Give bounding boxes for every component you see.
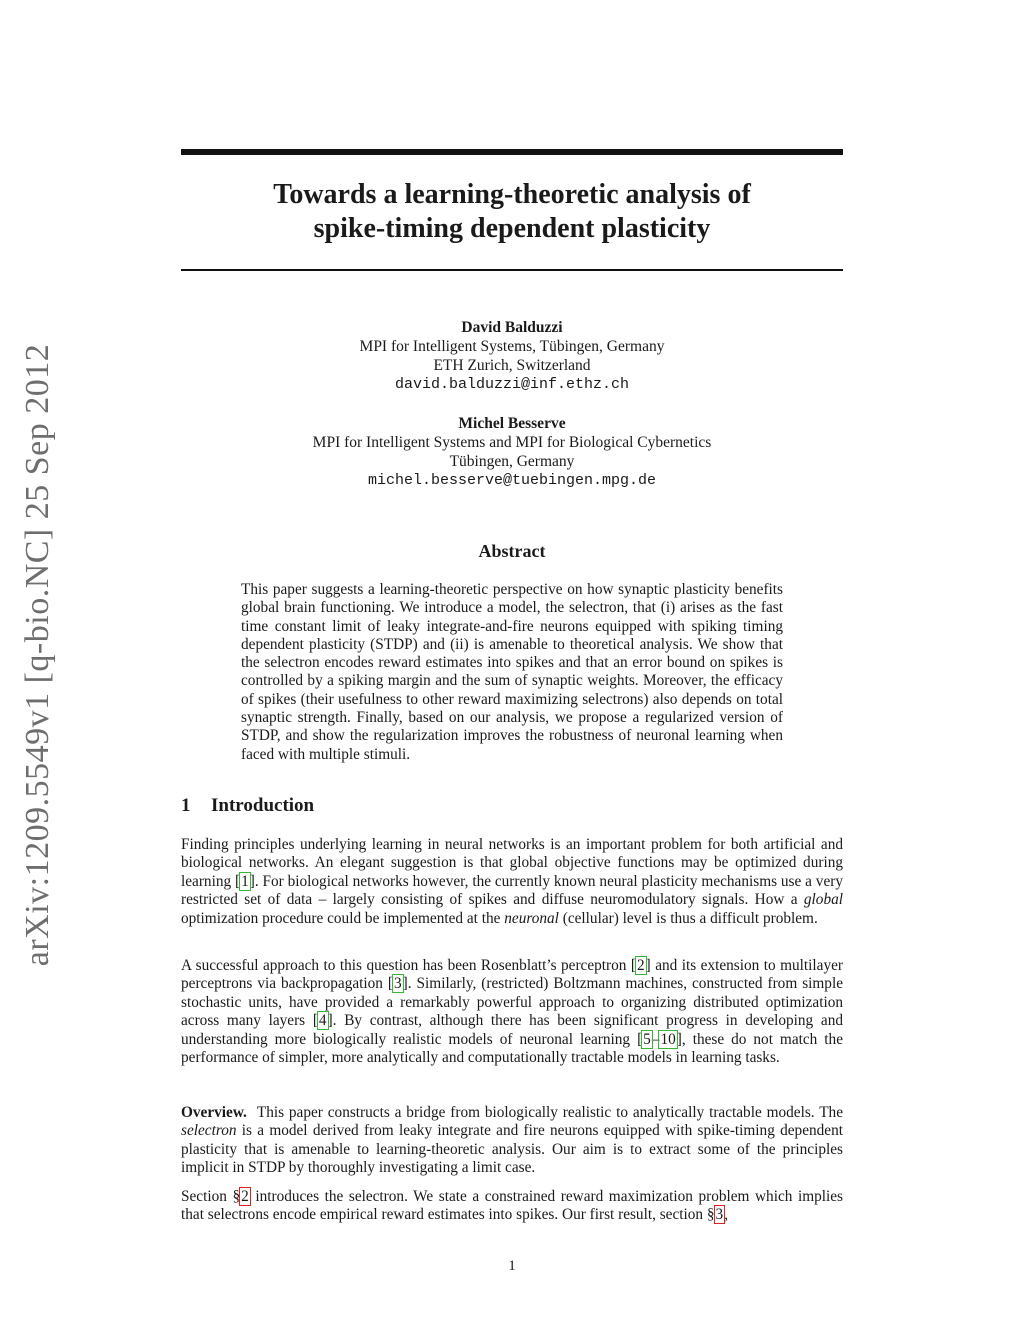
author-affiliation: MPI for Intelligent Systems, Tübingen, Germany xyxy=(359,338,665,355)
author-name: David Balduzzi xyxy=(461,319,563,336)
paper-title xyxy=(181,178,843,246)
title-line-1: Towards a learning-theoretic analysis of xyxy=(273,179,751,210)
author-list xyxy=(181,318,843,510)
section-summary-paragraph: Section §2 introduces the selectron. We state a constrained reward maximization problem which implies that selectrons encode empirical reward estimates into spikes. Our first result, section §3, xyxy=(181,1188,843,1224)
author-name: Michel Besserve xyxy=(458,415,566,432)
citation-link[interactable]: 1 xyxy=(241,872,249,890)
author-email[interactable]: david.balduzzi@inf.ethz.ch xyxy=(394,376,630,393)
citation-link[interactable]: 5 xyxy=(643,1030,651,1048)
section-number: 1 xyxy=(181,795,191,816)
citation-link[interactable]: 10 xyxy=(660,1030,676,1048)
arxiv-identifier-text: arXiv:1209.5549v1 [q-bio.NC] 25 Sep 2012 xyxy=(19,343,56,967)
section-reference-link[interactable]: 2 xyxy=(241,1188,249,1205)
citation-link[interactable]: 4 xyxy=(318,1012,327,1030)
author-affiliation: Tübingen, Germany xyxy=(449,453,575,470)
author-affiliation: MPI for Intelligent Systems and MPI for Biological Cybernetics xyxy=(312,434,712,451)
citation-link[interactable]: 3 xyxy=(394,975,402,993)
abstract-heading: Abstract xyxy=(478,541,546,561)
overview-label: Overview. xyxy=(181,1104,247,1121)
author-block-2 xyxy=(181,414,843,490)
overview-paragraph: Overview. This paper constructs a bridge from biologically realistic to analytically tractable models. The selectron is a model derived from leaky integrate and fire neurons equipped with spike-timing dependent plasticity that is amenable to learning-theoretic analysis. Our aim is to extract some of the principles implicit in STDP by thoroughly investigating a limit case. xyxy=(181,1104,843,1177)
section-reference-link[interactable]: 3 xyxy=(715,1206,724,1224)
citation-link[interactable]: 2 xyxy=(636,957,645,974)
title-bottom-rule xyxy=(181,269,843,271)
section-title: Introduction xyxy=(211,795,315,816)
title-line-2: spike-timing dependent plasticity xyxy=(313,213,711,244)
author-affiliation: ETH Zurich, Switzerland xyxy=(433,357,591,374)
page-number: 1 xyxy=(508,1258,516,1274)
section-heading-introduction xyxy=(181,795,314,817)
abstract-body: This paper suggests a learning-theoretic perspective on how synaptic plasticity benefits global brain functioning. We introduce a model, the selectron, that (i) arises as the fast time constant limit of leaky integrate-and-fire neurons equipped with spiking timing dependent plasticity (STDP) and (ii) is amenable to theoretical analysis. We show that the selectron encodes reward estimates into spikes and that an error bound on spikes is controlled by a spiking margin and the sum of synaptic weights. Moreover, the efficacy of spikes (their usefulness to other reward maximizing selectrons) also depends on total synaptic strength. Finally, based on our analysis, we propose a regularized version of STDP, and show the regularization improves the robustness of neuronal learning when faced with multiple stimuli. xyxy=(241,581,783,763)
intro-paragraph-2: A successful approach to this question has been Rosenblatt’s perceptron [2] and its extension to multilayer perceptrons via backpropagation [3]. Similarly, (restricted) Boltzmann machines, constructed from simple stochastic units, have provided a remarkably powerful approach to organizing distributed optimization across many layers [4]. By contrast, although there has been significant progress in developing and understanding more biologically realistic models of neuronal learning [5–10], these do not match the performance of simpler, more analytically and computationally tractable models in learning tasks. xyxy=(181,957,843,1067)
author-block-1 xyxy=(181,318,843,394)
author-email[interactable]: michel.besserve@tuebingen.mpg.de xyxy=(367,472,657,489)
intro-paragraph-1: Finding principles underlying learning in neural networks is an important problem for both artificial and biological networks. An elegant suggestion is that global objective functions may be optimized during learning [1]. For biological networks however, the currently known neural plasticity mechanisms use a very restricted set of data – largely consisting of spikes and diffuse neuromodulatory signals. How a global optimization procedure could be implemented at the neuronal (cellular) level is thus a difficult problem. xyxy=(181,836,843,927)
title-top-rule xyxy=(181,149,843,155)
